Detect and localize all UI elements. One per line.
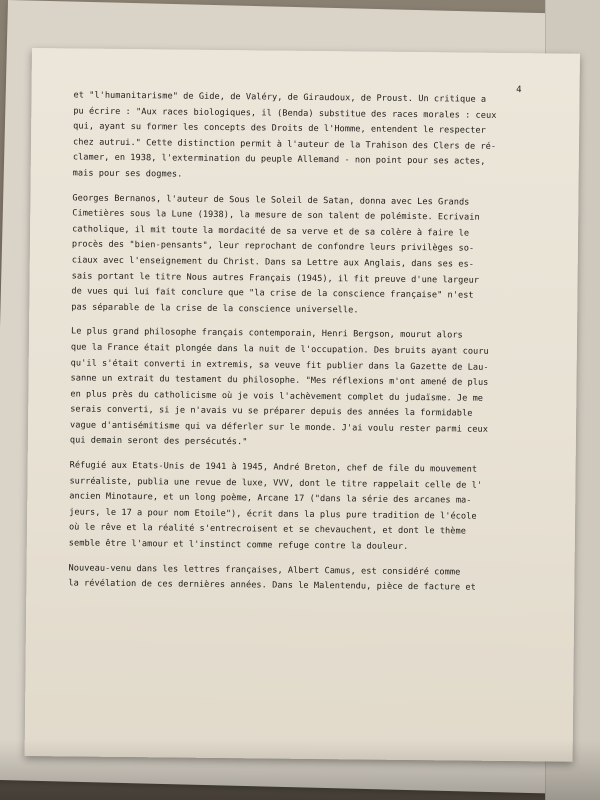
text-line: Cimetières sous la Lune (1938), la mesure de son talent de polémiste. Ecrivain: [72, 208, 480, 223]
text-line: clamer, en 1938, l'extermination du peuple Allemand - non point pour ses actes,: [72, 152, 486, 168]
text-line: où le rêve et la réalité s'entrecroisent et se chevauchent, et dont le thème: [68, 522, 467, 538]
text-line: surréaliste, publia une revue de luxe, VVV, dont le titre rappelait celle de l': [69, 476, 483, 491]
text-line: sais portant le titre Nous autres Français (1945), il fit preuve d'une largeur: [71, 270, 480, 286]
text-line: sanne un extrait du testament du philosophe. "Mes réflexions m'ont amené de plus: [70, 373, 489, 388]
text-line: que la France était plongée dans la nuit de l'occupation. Des bruits ayant couru: [70, 342, 489, 357]
text-line: ancien Minotaure, et un long poème, Arcane 17 ("dans la série des arcanes ma-: [69, 491, 472, 506]
text-line: Le plus grand philosophe français contemporain, Henri Bergson, mourut alors: [70, 326, 463, 341]
text-line: chez autrui." Cette distinction permit à l'auteur de la Trahison des Clers de ré-: [72, 137, 497, 152]
text-line: catholique, il mit toute la mordacité de sa verve et de sa colère à faire le: [72, 224, 470, 239]
page-text-body: [68, 88, 543, 597]
typed-page: [25, 48, 580, 762]
text-line: pu écrire : "Aux races biologiques, il (Benda) substitue des races morales : ceux: [73, 106, 497, 121]
text-line: qui demain seront des persécutés.": [69, 435, 248, 448]
text-line: et "l'humanitarisme" de Gide, de Valéry, de Giraudoux, de Proust. Un critique a: [73, 90, 487, 105]
text-line: Georges Bernanos, l'auteur de Sous le Soleil de Satan, donna avec Les Grands: [72, 192, 470, 208]
page-number: 4: [516, 85, 522, 96]
text-line: qui, ayant su former les concepts des Droits de l'Homme, entendent le respecter: [73, 121, 486, 136]
text-line: Réfugié aux Etats-Unis de 1941 à 1945, André Breton, chef de file du mouvement: [69, 460, 478, 475]
text-line: de vues qui lui fait conclure que "la crise de la conscience française" n'est: [71, 286, 474, 301]
text-line: vague d'antisémitisme qui va déferler sur le monde. J'ai voulu rester parmi ceux: [69, 420, 489, 435]
text-line: mais pour ses dogmes.: [72, 168, 183, 180]
text-line: la révélation de ces dernières années. Dans le Malentendu, pièce de facture et: [68, 578, 476, 593]
text-line: semble être l'amour et l'instinct comme refuge contre la douleur.: [68, 538, 409, 552]
text-line: en plus près du catholicisme où je vois l'achèvement complet du judaïsme. Je me: [70, 389, 484, 404]
text-line: pas séparable de la crise de la conscience universelle.: [71, 302, 359, 316]
text-line: serais converti, si je n'avais vu se préparer depuis des années la formidable: [70, 404, 473, 419]
shadow-bottom: [0, 740, 600, 800]
text-line: jeurs, le 17 a pour nom Etoile"), écrit dans la plus pure tradition de l'école: [69, 507, 477, 522]
text-line: Nouveau-venu dans les lettres françaises, Albert Camus, est considéré comme: [68, 563, 461, 578]
text-line: procès des "bien-pensants", leur reprochant de confondre leurs privilèges so-: [71, 239, 475, 254]
text-line: ciaux avec l'enseignement du Christ. Dans sa Lettre aux Anglais, dans ses es-: [71, 255, 475, 270]
text-line: qu'il s'était converti in extremis, sa veuve fit publier dans la Gazette de Lau-: [70, 357, 489, 373]
